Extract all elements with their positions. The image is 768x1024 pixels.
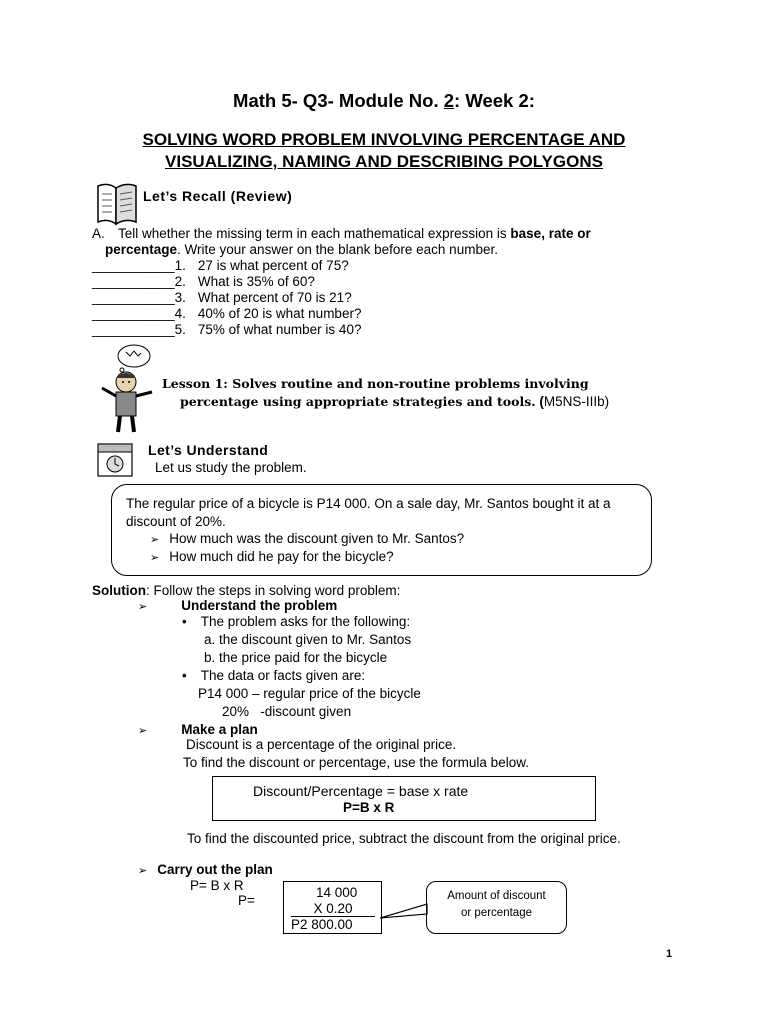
list-item: ___________2. What is 35% of 60?	[92, 274, 315, 289]
page-number: 1	[666, 948, 673, 960]
formula-text: Discount/Percentage = base x rate	[253, 783, 469, 799]
carry-p-equals: P=	[238, 893, 255, 908]
calc-line-1: 14 000	[316, 885, 358, 900]
solution-intro: Solution: Follow the steps in solving word problem:	[92, 583, 401, 598]
fact-2: 20% -discount given	[222, 704, 352, 719]
arrow-bullet-icon: ➢	[150, 534, 160, 546]
bullet-icon: •	[182, 614, 187, 629]
facts-item: • The data or facts given are:	[182, 668, 366, 683]
arrow-bullet-icon: ➢	[138, 725, 148, 737]
step-carry-out: ➢ Carry out the plan	[138, 862, 273, 877]
answer-blank: ___________	[92, 258, 175, 273]
step-plan: ➢ Make a plan	[138, 722, 258, 737]
calendar-icon	[94, 440, 138, 480]
arrow-bullet-icon: ➢	[138, 601, 148, 613]
question-1: ➢ How much was the discount given to Mr. Santos?	[150, 531, 465, 546]
answer-blank: ___________	[92, 306, 175, 321]
question-2: ➢ How much did he pay for the bicycle?	[150, 549, 394, 564]
list-item: ___________1. 27 is what percent of 75?	[92, 258, 349, 273]
list-item: ___________4. 40% of 20 is what number?	[92, 306, 362, 321]
fact-1: P14 000 – regular price of the bicycle	[198, 686, 421, 701]
ask-a: a. the discount given to Mr. Santos	[204, 632, 412, 647]
list-item: ___________3. What percent of 70 is 21?	[92, 290, 352, 305]
step-understand: ➢ Understand the problem	[138, 598, 338, 613]
discounted-price-text: To find the discounted price, subtract the discount from the original price.	[187, 831, 621, 846]
subtitle-line-2: VISUALIZING, NAMING AND DESCRIBING POLYGONS	[165, 152, 603, 171]
asks-item: • The problem asks for the following:	[182, 614, 411, 629]
problem-line-1: The regular price of a bicycle is P14 000. On a sale day, Mr. Santos bought it at a	[126, 496, 611, 511]
formula: P=B x R	[343, 800, 395, 815]
answer-blank: ___________	[92, 322, 175, 337]
answer-blank: ___________	[92, 274, 175, 289]
subtitle-line-1: SOLVING WORD PROBLEM INVOLVING PERCENTAGE AND	[142, 130, 626, 149]
book-icon	[92, 180, 142, 228]
thinking-boy-icon	[92, 342, 164, 434]
calc-line-3: P2 800.00	[291, 917, 353, 932]
lesson-line-1: Lesson 1: Solves routine and non-routine problems involving	[162, 376, 589, 391]
bullet-icon: •	[182, 668, 187, 683]
module-title: Math 5- Q3- Module No. 2: Week 2:	[233, 90, 535, 111]
instruction-line-1: Tell whether the missing term in each mathematical expression is base, rate or	[118, 226, 591, 241]
instruction-line-2: percentage. Write your answer on the blank before each number.	[105, 242, 498, 257]
arrow-bullet-icon: ➢	[150, 552, 160, 564]
answer-blank: ___________	[92, 290, 175, 305]
plan-line-2: To find the discount or percentage, use the formula below.	[183, 755, 529, 770]
calc-line-2: X 0.20	[291, 901, 375, 917]
arrow-bullet-icon: ➢	[138, 865, 148, 877]
list-item: ___________5. 75% of what number is 40?	[92, 322, 362, 337]
callout-line-2: or percentage	[461, 907, 532, 919]
problem-line-2: discount of 20%.	[126, 514, 226, 529]
lesson-line-2: percentage using appropriate strategies and tools. (M5NS-IIIb)	[180, 394, 610, 409]
ask-b: b. the price paid for the bicycle	[204, 650, 388, 665]
understand-intro: Let us study the problem.	[155, 460, 307, 475]
understand-heading: Let’s Understand	[148, 442, 269, 458]
plan-line-1: Discount is a percentage of the original price.	[186, 737, 457, 752]
carry-formula: P= B x R	[190, 878, 244, 893]
callout-line-1: Amount of discount	[447, 890, 546, 902]
callout-pointer	[380, 900, 430, 922]
instruction-letter: A.	[92, 226, 105, 241]
recall-heading: Let’s Recall (Review)	[143, 188, 293, 204]
